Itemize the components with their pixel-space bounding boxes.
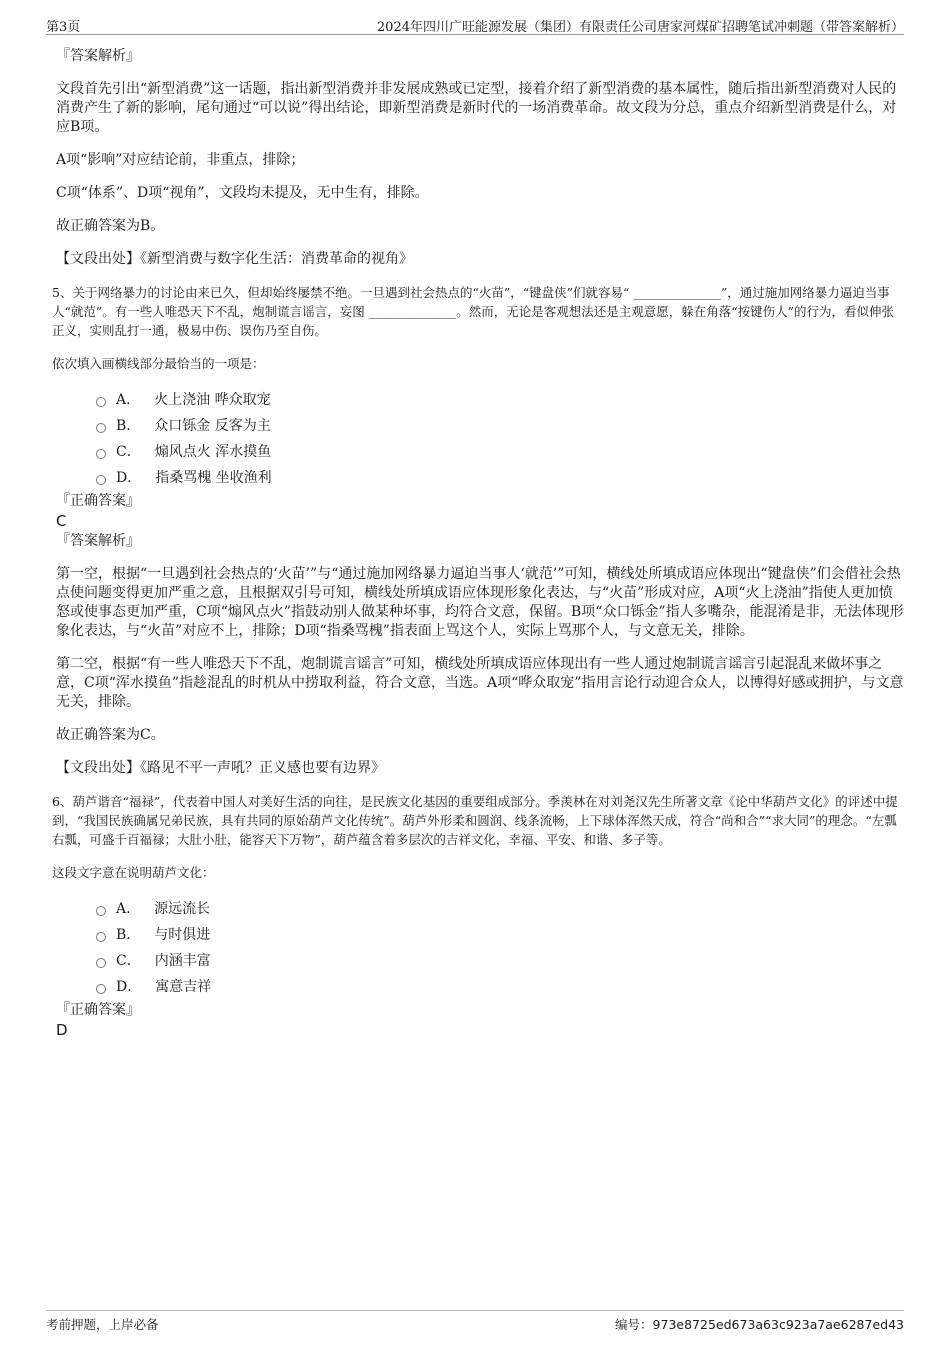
q6-options	[96, 896, 904, 1000]
q4-source: 【文段出处】《新型消费与数字化生活：消费革命的视角》	[56, 251, 413, 267]
q4-conclusion: 故正确答案为B。	[56, 218, 165, 234]
q5-option-a[interactable]: A． 火上浇油 哗众取宠	[96, 387, 904, 413]
radio-icon[interactable]	[96, 958, 106, 968]
q5-answer: C	[56, 512, 67, 530]
q5-option-d[interactable]: D． 指桑骂槐 坐收渔利	[96, 465, 904, 491]
q6-option-d[interactable]: D． 寓意吉祥	[96, 974, 904, 1000]
q5-analysis-label: 『答案解析』	[56, 533, 140, 549]
q5-option-b[interactable]: B． 众口铄金 反客为主	[96, 413, 904, 439]
q6-option-b[interactable]: B． 与时俱进	[96, 922, 904, 948]
page-number: 第3页	[46, 20, 81, 35]
q4-analysis-p1: 文段首先引出“新型消费”这一话题，指出新型消费并非发展成熟或已定型，接着介绍了新型消费的基本属性，随后指出新型消费对人民的消费产生了新的影响，尾句通过“可以说”得出结论，即新型消费是新时代的一场消费革命。故文段为分总，重点介绍新型消费是什么，对应B项。	[56, 81, 897, 135]
q6-answer-label: 『正确答案』	[56, 1002, 140, 1018]
q5-stem: 5、关于网络暴力的讨论由来已久，但却始终屡禁不绝。一旦遇到社会热点的“火苗”，“键盘侠”们就容易“ ______________”，通过施加网络暴力逼迫当事人“就范”。有一些人唯恐天下不乱，炮制谎言谣言，妄图 ______________。然而，无论是客观想法还是主观意愿，躲在角落“按键伤人”的行为，看似伸张正义，实则乱打一通，极易中伤、误伤乃至自伤。	[52, 285, 895, 338]
footer-code-value: 973e8725ed673a63c923a7ae6287ed43	[652, 1317, 904, 1332]
q5-answer-label: 『正确答案』	[56, 493, 140, 509]
q6-answer: D	[56, 1021, 68, 1039]
q4-analysis-p2: A项“影响”对应结论前，非重点，排除；	[56, 152, 305, 168]
q5-analysis-p1: 第一空，根据“一旦遇到社会热点的‘火苗’”与“通过施加网络暴力逼迫当事人‘就范’”可知，横线处所填成语应体现出“键盘侠”们会借社会热点使问题变得更加严重之意，且根据双引号可知，横线处所填成语应体现形象化表达，与“火苗”形成对应，A项“火上浇油”指使人更加愤怒或使事态更加严重，C项“煽风点火”指鼓动别人做某种坏事，均符合文意，保留。B项“众口铄金”指人多嘴杂，能混淆是非，无法体现形象化表达，与“火苗”对应不上，排除；D项“指桑骂槐”指表面上骂这个人，实际上骂那个人，与文意无关，排除。	[56, 566, 904, 639]
page-footer	[46, 1310, 904, 1332]
q5-analysis-p2: 第二空，根据“有一些人唯恐天下不乱，炮制谎言谣言”可知，横线处所填成语应体现出有一些人通过炮制谎言谣言引起混乱来做坏事之意，C项“浑水摸鱼”指趁混乱的时机从中捞取利益，符合文意，当选。A项“哗众取宠”指用言论行动迎合众人，以博得好感或拥护，与文意无关，排除。	[56, 656, 904, 710]
q4-analysis-p3: C项“体系”、D项“视角”，文段均未提及，无中生有，排除。	[56, 185, 429, 201]
q5-options	[96, 387, 904, 491]
q5-prompt: 依次填入画横线部分最恰当的一项是：	[52, 356, 265, 371]
footer-slogan: 考前押题，上岸必备	[46, 1317, 159, 1332]
q5-conclusion: 故正确答案为C。	[56, 727, 165, 743]
radio-icon[interactable]	[96, 397, 106, 407]
footer-code-label: 编号：	[615, 1317, 653, 1332]
radio-icon[interactable]	[96, 984, 106, 994]
radio-icon[interactable]	[96, 423, 106, 433]
radio-icon[interactable]	[96, 932, 106, 942]
q5-option-c[interactable]: C． 煽风点火 浑水摸鱼	[96, 439, 904, 465]
q4-analysis-label: 『答案解析』	[56, 48, 140, 64]
q6-option-a[interactable]: A． 源远流长	[96, 896, 904, 922]
q6-prompt: 这段文字意在说明葫芦文化：	[52, 865, 215, 880]
q5-source: 【文段出处】《路见不平一声吼？正义感也要有边界》	[56, 760, 385, 776]
radio-icon[interactable]	[96, 475, 106, 485]
radio-icon[interactable]	[96, 906, 106, 916]
radio-icon[interactable]	[96, 449, 106, 459]
page-content	[52, 46, 904, 1040]
document-title: 2024年四川广旺能源发展（集团）有限责任公司唐家河煤矿招聘笔试冲刺题（带答案解析）	[376, 20, 904, 35]
q6-option-c[interactable]: C． 内涵丰富	[96, 948, 904, 974]
footer-code	[615, 1315, 904, 1333]
q6-stem: 6、葫芦谐音“福禄”，代表着中国人对美好生活的向往，是民族文化基因的重要组成部分。季羡林在对刘尧汉先生所著文章《论中华葫芦文化》的评述中提到，“我国民族确属兄弟民族，具有共同的原始葫芦文化传统”。葫芦外形柔和圆润、线条流畅，上下球体浑然天成，符合“尚和合”“求大同”的理念。“左瓢右瓢，可盛千百福禄；大肚小肚，能容天下万物”，葫芦蕴含着多层次的吉祥文化，幸福、平安、和谐、多子等。	[52, 794, 898, 847]
page-header	[46, 14, 904, 35]
